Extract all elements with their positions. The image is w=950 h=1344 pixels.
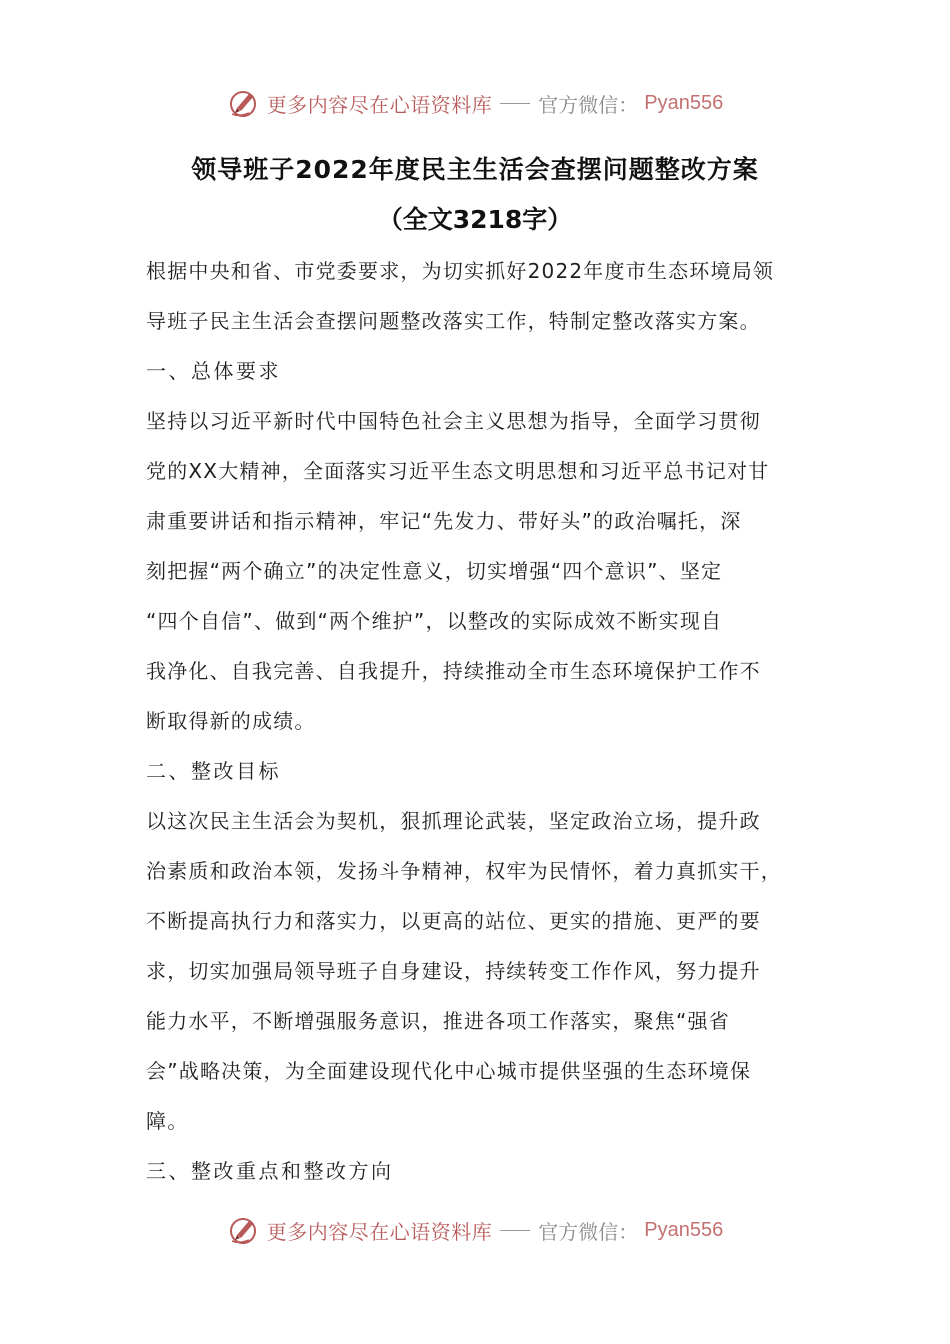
watermark-dash (500, 103, 530, 104)
body-line: “四个自信”、做到“两个维护”，以整改的实际成效不断实现自 (146, 609, 723, 633)
watermark-banner-bottom (0, 1210, 950, 1250)
watermark-dash (500, 1230, 530, 1231)
watermark-text: 更多内容尽在心语资料库 (266, 1219, 493, 1244)
watermark-wechat-label: 官方微信： (538, 1219, 639, 1244)
body-line: 障。 (146, 1109, 189, 1133)
watermark-text: 更多内容尽在心语资料库 (266, 92, 493, 117)
watermark-banner-top (0, 83, 950, 123)
document-title: 领导班子2022年度民主生活会查摆问题整改方案 (191, 155, 759, 184)
body-line: 党的XX大精神，全面落实习近平生态文明思想和习近平总书记对甘 (146, 459, 770, 483)
body-line: 求，切实加强局领导班子自身建设，持续转变工作作风，努力提升 (146, 959, 761, 983)
body-line: 会”战略决策，为全面建设现代化中心城市提供坚强的生态环境保 (146, 1059, 752, 1083)
section-heading: 三、整改重点和整改方向 (146, 1159, 394, 1183)
body-line: 以这次民主生活会为契机，狠抓理论武装，坚定政治立场，提升政 (146, 809, 761, 833)
body-line: 坚持以习近平新时代中国特色社会主义思想为指导，全面学习贯彻 (146, 409, 761, 433)
body-line: 治素质和政治本领，发扬斗争精神，权牢为民情怀，着力真抓实干， (146, 859, 782, 883)
document-subtitle: （全文3218字） (377, 205, 573, 234)
watermark-wechat-id: Pyan556 (644, 1218, 724, 1241)
body-line: 肃重要讲话和指示精神，牢记“先发力、带好头”的政治嘱托，深 (146, 509, 742, 533)
body-line: 我净化、自我完善、自我提升，持续推动全市生态环境保护工作不 (146, 659, 761, 683)
watermark-wechat-id: Pyan556 (644, 91, 724, 114)
body-line: 根据中央和省、市党委要求，为切实抓好2022年度市生态环境局领 (146, 259, 775, 283)
document-body (146, 246, 826, 1196)
body-line: 不断提高执行力和落实力，以更高的站位、更实的措施、更严的要 (146, 909, 761, 933)
watermark-wechat-label: 官方微信： (538, 92, 639, 117)
pen-logo-icon (227, 86, 261, 120)
body-line: 导班子民主生活会查摆问题整改落实工作，特制定整改落实方案。 (146, 309, 761, 333)
body-line: 能力水平，不断增强服务意识，推进各项工作落实，聚焦“强省 (146, 1009, 730, 1033)
body-line: 刻把握“两个确立”的决定性意义，切实增强“四个意识”、坚定 (146, 559, 723, 583)
section-heading: 一、总体要求 (146, 359, 281, 383)
body-line: 断取得新的成绩。 (146, 709, 316, 733)
section-heading: 二、整改目标 (146, 759, 281, 783)
pen-logo-icon (227, 1213, 261, 1247)
